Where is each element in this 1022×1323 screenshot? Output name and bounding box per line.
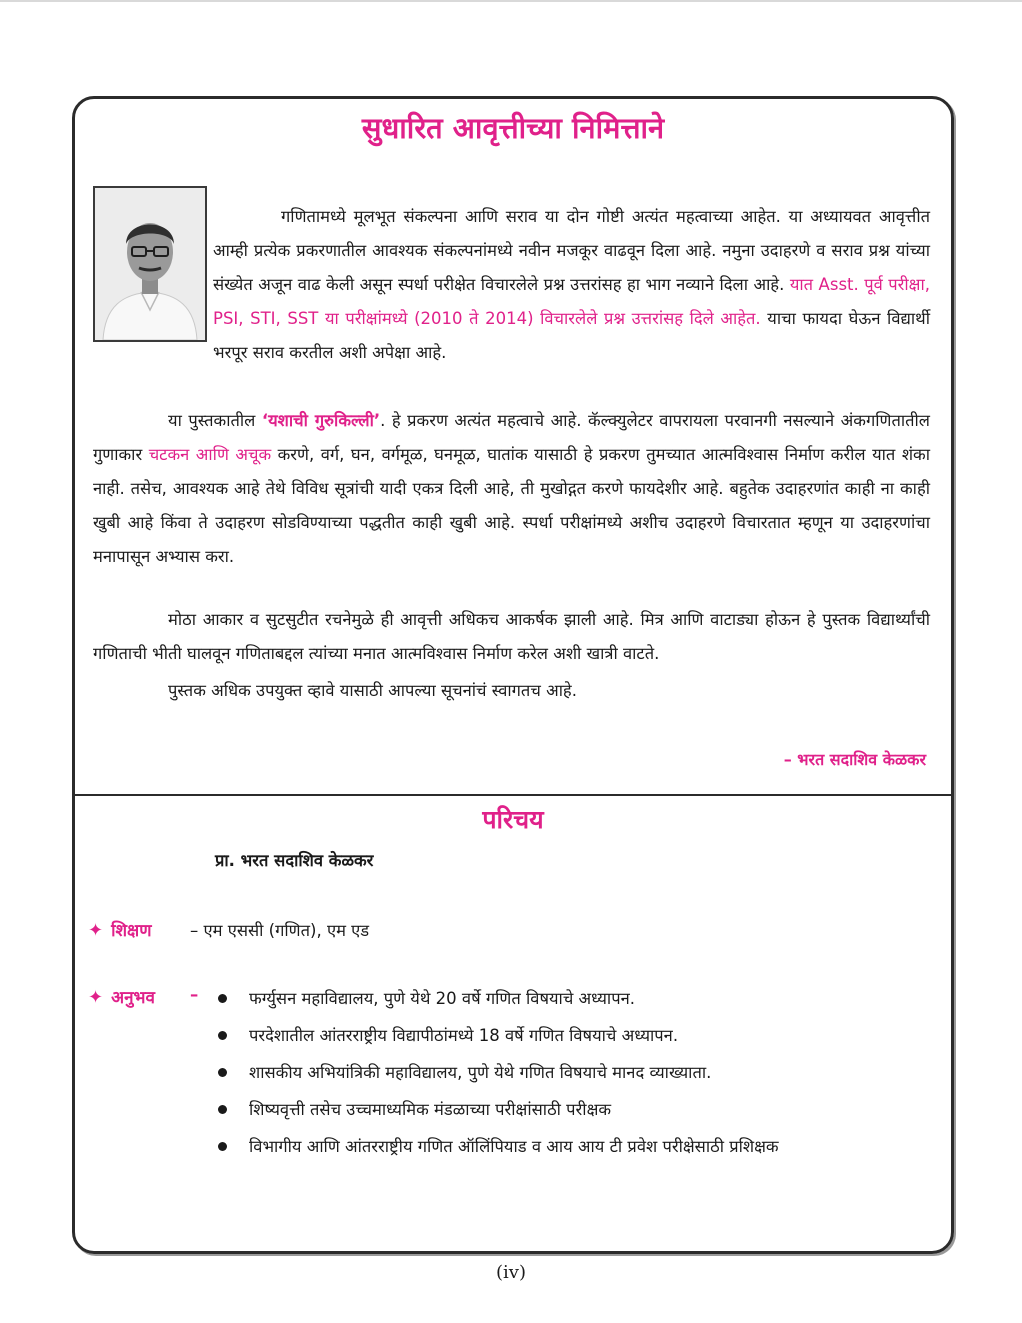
preface-paragraph-1-closing: याचा फायदा घेऊन विद्यार्थी भरपूर सराव करतील अशी अपेक्षा आहे. <box>213 309 930 362</box>
intro-title: परिचय <box>482 805 544 834</box>
bullet-icon <box>218 1068 227 1077</box>
bullet-icon <box>218 1105 227 1114</box>
list-item <box>218 1091 779 1128</box>
preface-paragraph-2-highlight: चटकन आणि अचूक <box>148 445 272 464</box>
list-item <box>218 980 779 1017</box>
preface-paragraph-1 <box>213 200 930 370</box>
author-photo <box>93 186 207 342</box>
star-icon: ✦ <box>88 987 104 1008</box>
preface-signature: – भरत सदाशिव केळकर <box>783 750 926 769</box>
experience-label <box>88 985 155 1008</box>
author-photo-icon <box>95 188 205 340</box>
star-icon: ✦ <box>88 920 104 941</box>
preface-title: सुधारित आवृत्तीच्या निमित्ताने <box>361 111 665 145</box>
experience-item-text: शासकीय अभियांत्रिकी महाविद्यालय, पुणे येथे गणित विषयाचे मानद व्याख्याता. <box>249 1063 712 1082</box>
preface-paragraph-2-intro: या पुस्तकातील <box>168 411 256 430</box>
chapter-name: ‘यशाची गुरुकिल्ली’ <box>261 411 381 430</box>
experience-item-text: शिष्यवृत्ती तसेच उच्चमाध्यमिक मंडळाच्या परीक्षांसाठी परीक्षक <box>249 1100 612 1119</box>
experience-label-text: अनुभव <box>111 988 155 1008</box>
preface-paragraph-2 <box>93 404 930 574</box>
experience-dash: – <box>190 985 199 1004</box>
education-value: – एम एससी (गणित), एम एड <box>190 921 370 940</box>
bullet-icon <box>218 1142 227 1151</box>
list-item <box>218 1054 779 1091</box>
preface-paragraph-1-highlight: यात Asst. पूर्व परीक्षा, PSI, STI, SST या परीक्षांमध्ये (2010 ते 2014) विचारलेले प्रश्न उत्तरांसह दिले आहेत. <box>213 275 931 328</box>
experience-item-text: फर्ग्युसन महाविद्यालय, पुणे येथे 20 वर्षे गणित विषयाचे अध्यापन. <box>249 989 635 1008</box>
preface-paragraph-2-closing: करणे, वर्ग, घन, वर्गमूळ, घनमूळ, घातांक यासाठी हे प्रकरण तुमच्यात आत्मविश्वास निर्माण करील यात शंका नाही. तसेच, आवश्यक आहे तेथे विविध सूत्रांची यादी एकत्र दिली आहे, ती मुखोद्गत करणे फायदेशीर आहे. बहुतेक उदाहरणांत काही ना काही खुबी आहे किंवा ते उदाहरण सोडविण्याच्या पद्धतीत काही खुबी आहे. स्पर्धा परीक्षांमध्ये अशीच उदाहरणे विचारतात म्हणून या उदाहरणांचा मनापासून अभ्यास करा. <box>93 445 930 566</box>
page-number: (iv) <box>496 1262 526 1283</box>
preface-paragraph-2-body: . हे प्रकरण अत्यंत महत्वाचे आहे. कॅल्क्युलेटर वापरायला परवानगी नसल्याने अंकगणितातील गुणाकार <box>93 411 930 464</box>
preface-paragraph-4: पुस्तक अधिक उपयुक्त व्हावे यासाठी आपल्या सूचनांचं स्वागतच आहे. <box>168 681 577 700</box>
education-label-text: शिक्षण <box>111 921 152 941</box>
section-divider <box>72 794 954 796</box>
top-rule <box>0 0 1022 2</box>
bullet-icon <box>218 1031 227 1040</box>
education-label <box>88 918 152 941</box>
experience-list <box>218 980 779 1165</box>
experience-item-text: विभागीय आणि आंतरराष्ट्रीय गणित ऑलिंपियाड व आय आय टी प्रवेश परीक्षेसाठी प्रशिक्षक <box>249 1137 779 1156</box>
list-item <box>218 1017 779 1054</box>
preface-paragraph-1-intro: गणितामध्ये मूलभूत संकल्पना आणि सराव या दोन गोष्टी अत्यंत महत्वाच्या आहेत. या अध्यायवत आवृत्तीत आम्ही प्रत्येक प्रकरणातील आवश्यक संकल्पनांमध्ये नवीन मजकूर वाढवून दिला आहे. नमुना उदाहरणे व सराव प्रश्न यांच्या संख्येत अजून वाढ केली असून स्पर्धा परीक्षेत विचारलेले प्रश्न उत्तरांसह हा भाग नव्याने दिला आहे. <box>213 207 930 294</box>
author-name: प्रा. भरत सदाशिव केळकर <box>215 851 374 870</box>
experience-item-text: परदेशातील आंतरराष्ट्रीय विद्यापीठांमध्ये 18 वर्षे गणित विषयाचे अध्यापन. <box>249 1026 679 1045</box>
bullet-icon <box>218 994 227 1003</box>
list-item <box>218 1128 779 1165</box>
preface-paragraph-3: मोठा आकार व सुटसुटीत रचनेमुळे ही आवृत्ती अधिकच आकर्षक झाली आहे. मित्र आणि वाटाड्या होऊन हे पुस्तक विद्यार्थ्यांची गणिताची भीती घालवून गणिताबद्दल त्यांच्या मनात आत्मविश्वास निर्माण करेल अशी खात्री वाटते. <box>93 610 930 663</box>
